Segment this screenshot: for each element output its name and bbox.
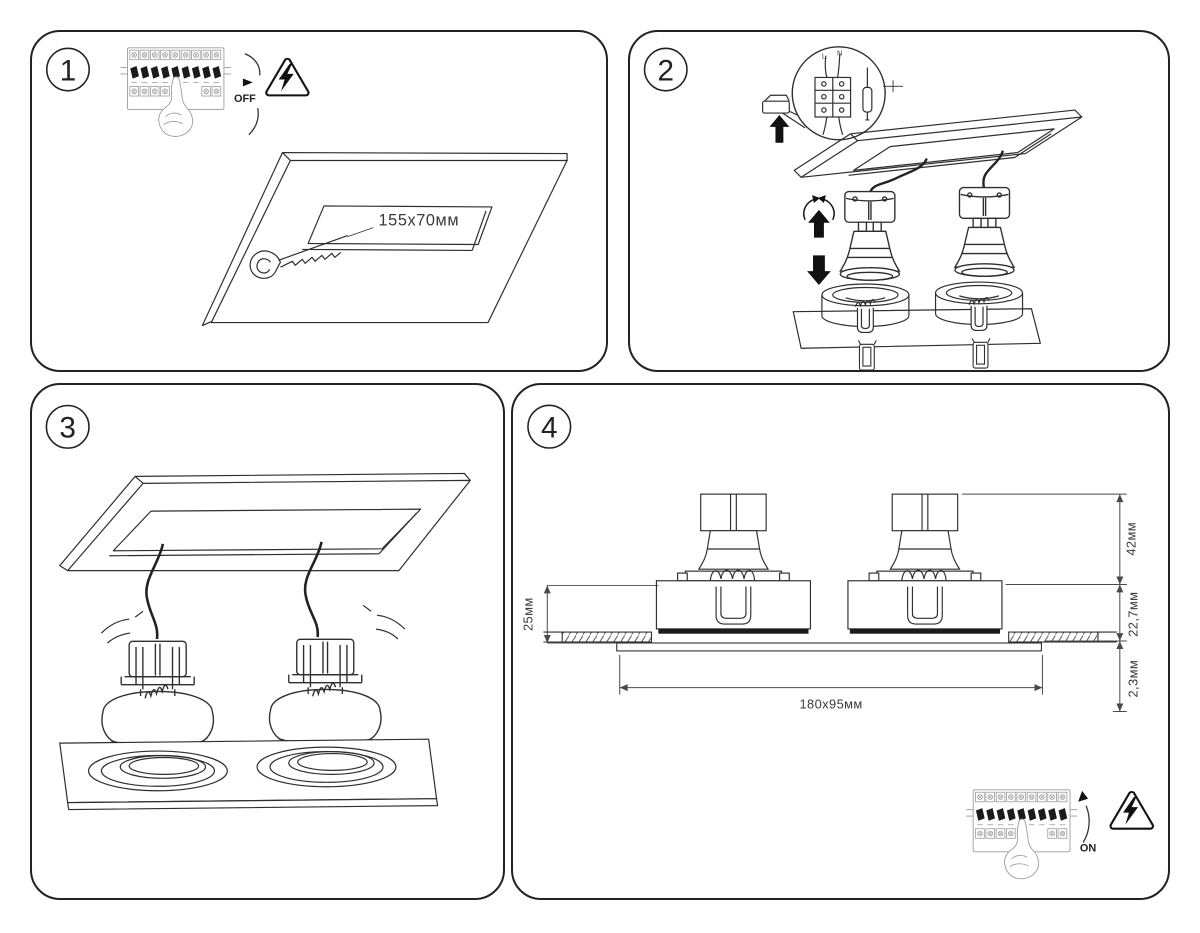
step-3-panel xyxy=(30,383,505,900)
fixture-side-right xyxy=(848,494,1002,634)
dim-trim-thickness: 2,3мм xyxy=(1125,659,1141,698)
housing-left xyxy=(102,641,213,746)
live-wire-label: L xyxy=(821,51,826,61)
neutral-wire-label: N xyxy=(837,48,843,58)
step-badge xyxy=(645,48,687,90)
trim-plate xyxy=(60,739,438,809)
ceiling-section xyxy=(543,632,1117,651)
fixture-side-left xyxy=(656,494,810,634)
dim-below-ceiling: 22,7мм xyxy=(1125,591,1141,637)
push-down-arrow-icon xyxy=(807,255,831,285)
dim-cut-depth: 25мм xyxy=(520,597,536,632)
step-number: 3 xyxy=(59,411,76,445)
step-badge xyxy=(46,406,89,449)
high-voltage-icon xyxy=(1111,792,1153,829)
step-number: 1 xyxy=(59,54,77,88)
wiring-callout xyxy=(776,47,903,140)
gu10-lamp-right xyxy=(955,188,1014,277)
dim-above-ceiling: 42мм xyxy=(1123,521,1139,556)
gu10-lamp-left xyxy=(840,192,899,281)
breaker-state-label: OFF xyxy=(234,93,256,106)
ceiling-cutout-drawing xyxy=(60,473,471,570)
step-badge xyxy=(528,405,571,448)
push-up-arrow-icon xyxy=(770,115,790,143)
wire-connector xyxy=(763,95,790,113)
breaker-state-label: ON xyxy=(1079,842,1097,855)
step-1-panel xyxy=(30,30,608,372)
dim-overall-size: 180x95мм xyxy=(799,696,863,712)
switch-on-arrow-icon xyxy=(1078,791,1089,843)
ceiling-cutout-drawing xyxy=(202,153,567,326)
breaker-panel-icon xyxy=(966,790,1077,879)
step-4-panel xyxy=(511,383,1170,900)
step-number: 2 xyxy=(657,54,675,88)
high-voltage-icon xyxy=(266,59,308,96)
breaker-panel-icon xyxy=(120,48,231,137)
twist-arrow-icon xyxy=(804,195,834,237)
dimension-lines xyxy=(544,494,1127,711)
housing-right xyxy=(270,639,381,744)
cutout-size-label: 155x70мм xyxy=(378,211,460,230)
step-number: 4 xyxy=(540,411,558,445)
step-2-panel xyxy=(628,30,1170,372)
step-badge xyxy=(47,48,89,90)
spring-motion-lines xyxy=(101,605,404,643)
